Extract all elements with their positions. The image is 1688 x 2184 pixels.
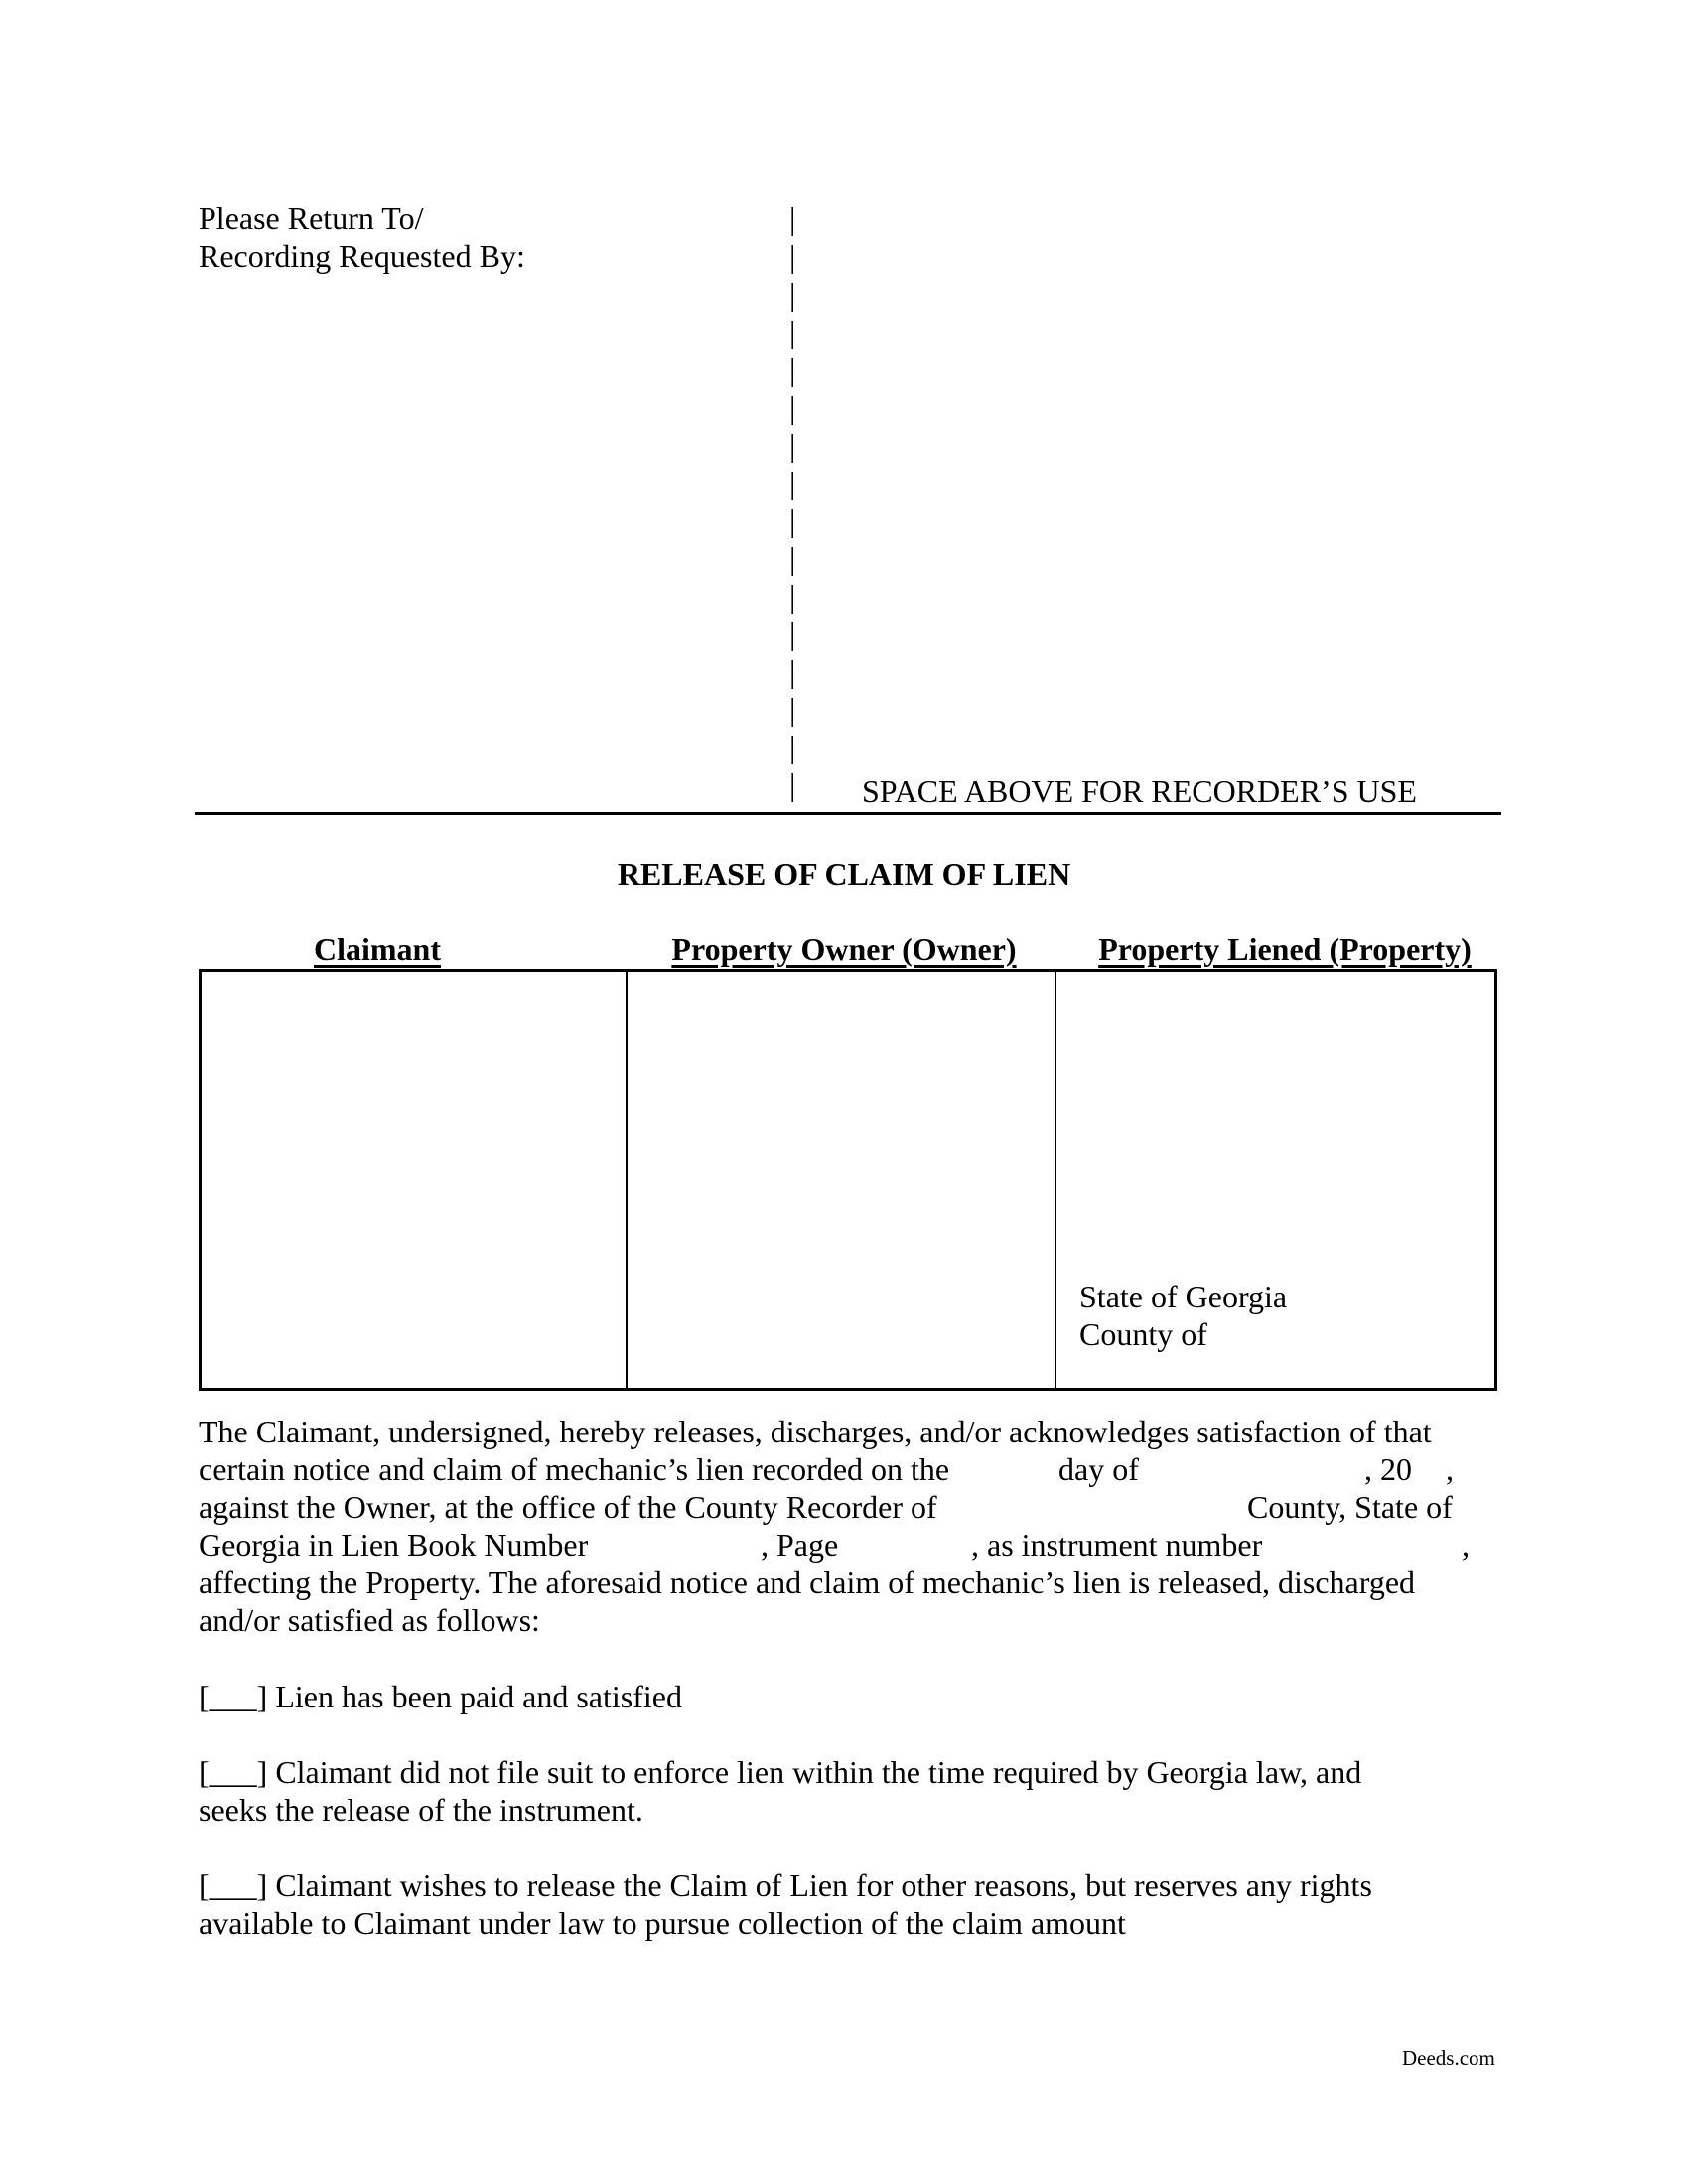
paragraph-text: against the Owner, at the office of the County Recorder of [199, 1489, 937, 1525]
paragraph-text: , [1446, 1451, 1454, 1487]
divider-mark: | [789, 465, 796, 500]
paragraph-line [199, 1526, 1499, 1564]
option-text: seeks the release of the instrument. [199, 1792, 643, 1828]
property-location [1079, 1278, 1287, 1353]
county-line: County of [1079, 1316, 1207, 1352]
divider-mark: | [789, 389, 796, 425]
paragraph-line [199, 1564, 1499, 1601]
divider-mark: | [789, 238, 796, 274]
paragraph-text: County, State of [1247, 1489, 1453, 1525]
option-no-suit[interactable] [199, 1753, 1361, 1829]
paragraph-text: , [1462, 1527, 1470, 1563]
owner-header: Property Owner (Owner) [671, 931, 1017, 967]
divider-mark: | [789, 314, 796, 349]
paragraph-line [199, 1488, 1499, 1526]
paragraph-line [199, 1413, 1499, 1450]
return-to-label: Please Return To/ [199, 201, 424, 236]
paragraph-text: certain notice and claim of mechanic’s lien recorded on the [199, 1451, 950, 1487]
paragraph-text: , Page [761, 1527, 839, 1563]
divider-mark: | [789, 201, 796, 236]
option-other-reasons[interactable] [199, 1866, 1372, 1942]
option-text: [___] Lien has been paid and satisfied [199, 1679, 682, 1714]
recorder-space-label: SPACE ABOVE FOR RECORDER’S USE [862, 773, 1417, 809]
state-line: State of Georgia [1079, 1279, 1288, 1314]
divider-mark: | [789, 729, 796, 764]
owner-cell[interactable] [630, 972, 1053, 1388]
divider-mark: | [789, 653, 796, 689]
property-header: Property Liened (Property) [1098, 931, 1472, 967]
paragraph-text: , 20 [1364, 1451, 1412, 1487]
divider-mark: | [789, 540, 796, 576]
divider-mark: | [789, 427, 796, 463]
divider-mark: | [789, 578, 796, 614]
divider-mark: | [789, 615, 796, 651]
divider-mark: | [789, 276, 796, 312]
divider-mark: | [789, 766, 796, 802]
paragraph-text: The Claimant, undersigned, hereby releases, discharges, and/or acknowledges satisfaction of that [199, 1414, 1432, 1449]
paragraph-text: affecting the Property. The aforesaid notice and claim of mechanic’s lien is released, discharged [199, 1565, 1416, 1600]
paragraph-text: , as instrument number [971, 1527, 1263, 1563]
table-divider [1055, 969, 1056, 1391]
option-text: available to Claimant under law to pursue collection of the claim amount [199, 1905, 1126, 1941]
footer-brand: Deeds.com [1402, 2046, 1495, 2070]
header-rule [195, 812, 1501, 815]
paragraph-text: Georgia in Lien Book Number [199, 1527, 589, 1563]
paragraph-text: and/or satisfied as follows: [199, 1602, 540, 1638]
divider-mark: | [789, 351, 796, 387]
recording-requested-label: Recording Requested By: [199, 238, 525, 274]
paragraph-line [199, 1601, 1499, 1639]
paragraph-line [199, 1450, 1499, 1488]
document-title: RELEASE OF CLAIM OF LIEN [617, 856, 1071, 891]
property-cell[interactable] [1058, 972, 1494, 1270]
option-paid[interactable] [199, 1678, 682, 1715]
recorder-divider [789, 200, 803, 803]
divider-mark: | [789, 502, 796, 538]
claimant-cell[interactable] [202, 972, 624, 1388]
paragraph-text: day of [1058, 1451, 1139, 1487]
option-text: [___] Claimant wishes to release the Claim of Lien for other reasons, but reserves any rights [199, 1867, 1372, 1903]
table-divider [626, 969, 628, 1391]
release-paragraph [199, 1413, 1499, 1639]
return-address-block [199, 200, 525, 275]
claimant-header: Claimant [314, 931, 441, 967]
option-text: [___] Claimant did not file suit to enforce lien within the time required by Georgia law, and [199, 1754, 1362, 1790]
divider-mark: | [789, 691, 796, 727]
